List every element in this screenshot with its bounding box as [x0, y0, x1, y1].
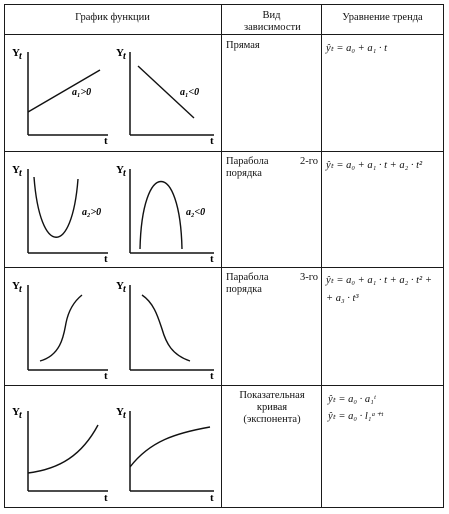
svg-text:t: t [210, 135, 214, 145]
x-axis-label: t [104, 135, 108, 145]
curve-cubic-up [40, 295, 82, 361]
param-label: a₁>0 [72, 87, 92, 98]
param-label: a₂>0 [82, 207, 102, 218]
trend-table [4, 4, 444, 508]
svg-text:Y: Y [116, 406, 124, 418]
svg-text:t: t [210, 253, 214, 263]
svg-text:t: t [19, 284, 22, 295]
table-border-left [4, 4, 5, 508]
curve-convex [34, 177, 78, 237]
svg-text:t: t [210, 492, 214, 503]
param-label: a₂<0 [186, 207, 206, 218]
graph-parabola3-decreasing [114, 273, 218, 381]
svg-text:t: t [123, 168, 126, 179]
svg-text:t: t [123, 410, 126, 421]
equation-line: ŷₜ = a₀ · a₁ᵗ [328, 394, 376, 405]
row-divider-1 [4, 151, 444, 152]
param-label: a₁<0 [180, 87, 200, 98]
table-border-right [443, 4, 444, 508]
curve-concave [140, 182, 182, 250]
row-divider-3 [4, 385, 444, 386]
type-linear: Прямая [226, 40, 260, 51]
type-exponential: Показательная кривая (экспонента) [239, 390, 305, 425]
graph-linear-decreasing [114, 40, 218, 145]
col-divider-2 [321, 4, 322, 508]
svg-text:Y: Y [12, 406, 20, 418]
equation-line: + a₃ · t³ [326, 293, 359, 304]
svg-text:t: t [19, 410, 22, 421]
curve-saturation [130, 427, 210, 467]
table-border-bottom [4, 507, 444, 508]
curve-cubic-down [142, 295, 190, 361]
table-border-top [4, 4, 444, 5]
svg-text:t: t [104, 370, 108, 381]
svg-text:t: t [210, 370, 214, 381]
graph-parabola2-downward [114, 157, 218, 263]
graph-linear-increasing [10, 40, 112, 145]
equation-line: ŷₜ = a₀ + a₁ · t + a₂ · t² + [326, 275, 432, 286]
svg-text:t: t [19, 168, 22, 179]
type-parabola3: Парабола 3-го порядка [226, 272, 318, 295]
y-axis-label: Y [12, 47, 20, 59]
svg-text:t: t [123, 51, 126, 62]
graph-exponential-growth [10, 391, 112, 503]
type-parabola2: Парабола 2-го порядка [226, 156, 318, 179]
header-graph: График функции [75, 12, 150, 23]
graph-parabola2-upward [10, 157, 112, 263]
curve-exponential [28, 425, 98, 473]
graph-parabola3-increasing [10, 273, 112, 381]
header-equation: Уравнение тренда [342, 12, 423, 23]
graph-exponential-saturation [114, 391, 218, 503]
header-divider [4, 34, 444, 35]
svg-text:Y: Y [116, 280, 124, 292]
svg-text:Y: Y [116, 47, 124, 59]
svg-text:t: t [123, 284, 126, 295]
equation-line: ŷₜ = a₀ + a₁ · t + a₂ · t² [326, 160, 423, 171]
equation-line: ŷₜ = a₀ · l₁ᵃ⁺ᵗ [328, 411, 383, 422]
header-type: Вид зависимости [244, 10, 301, 33]
svg-text:t: t [104, 253, 108, 263]
col-divider-1 [221, 4, 222, 508]
equation-line: ŷₜ = a₀ + a₁ · t [326, 43, 388, 54]
svg-text:t: t [19, 51, 22, 62]
svg-text:Y: Y [116, 164, 124, 176]
svg-text:Y: Y [12, 280, 20, 292]
svg-text:Y: Y [12, 164, 20, 176]
row-divider-2 [4, 267, 444, 268]
svg-text:t: t [104, 492, 108, 503]
